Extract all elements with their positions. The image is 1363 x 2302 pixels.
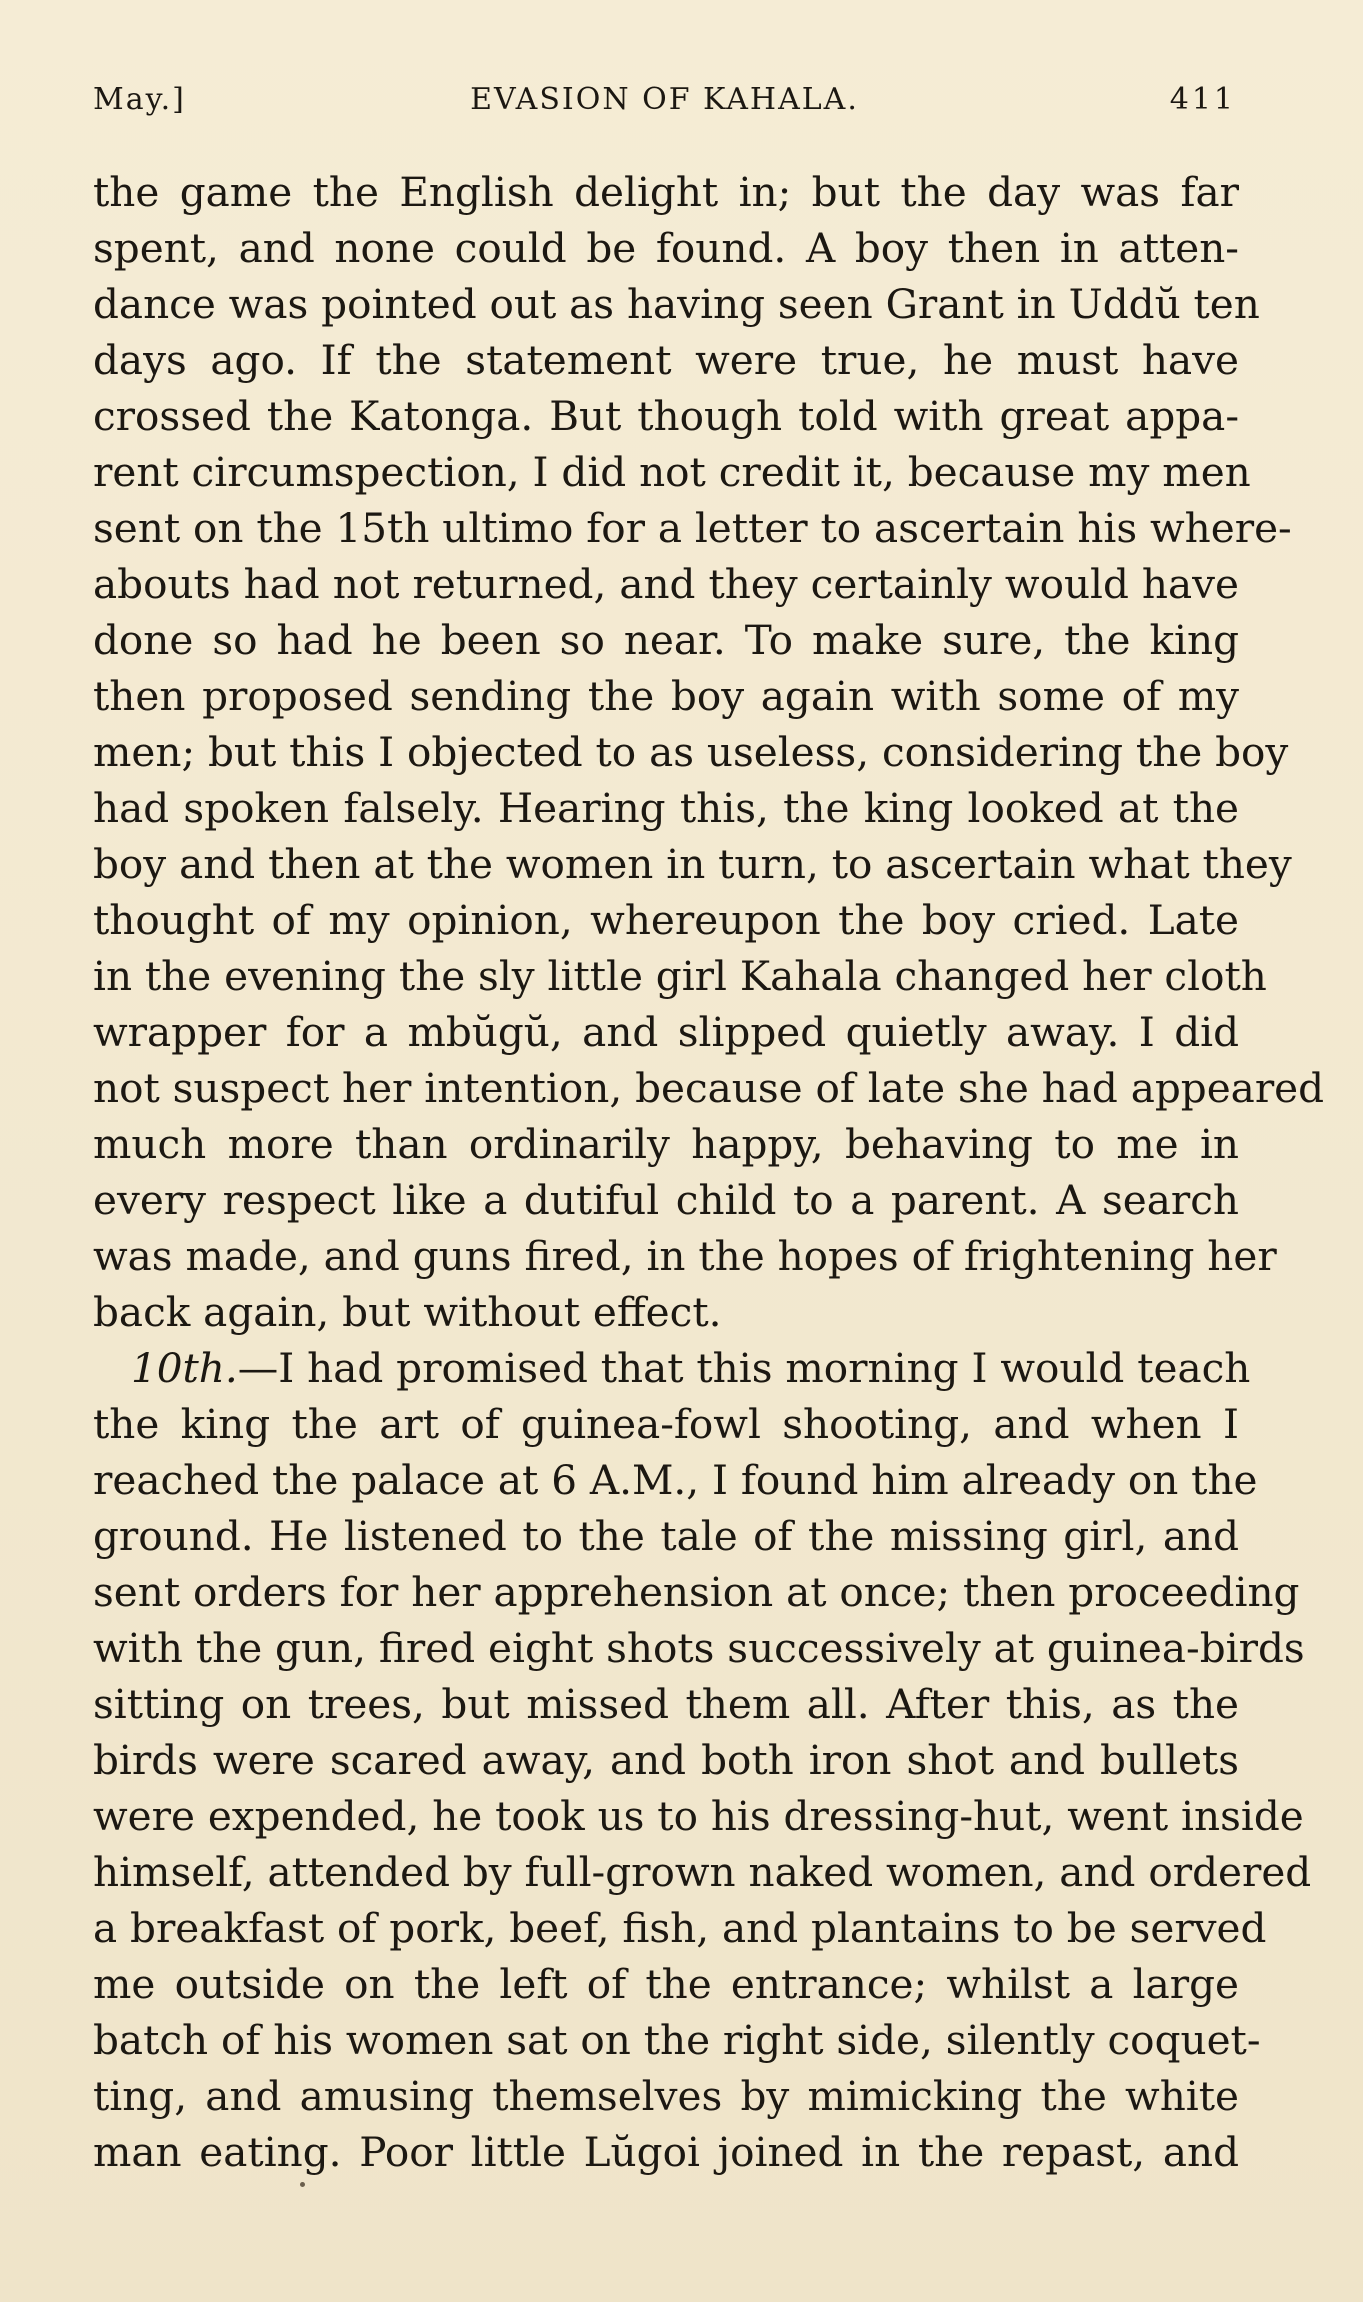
text-line: himself, attended by full-grown naked women, and ordered — [93, 1848, 1312, 1896]
text-line: then proposed sending the boy again with some of my — [93, 672, 1239, 720]
text-line: sitting on trees, but missed them all. After this, as the — [93, 1680, 1239, 1728]
month-label: May.] — [93, 82, 186, 117]
text-line: man eating. Poor little Lŭgoi joined in the repast, and — [93, 2128, 1239, 2176]
text-line: every respect like a dutiful child to a parent. A search — [93, 1176, 1239, 1224]
text-line: sent orders for her apprehension at once; then proceeding — [93, 1568, 1300, 1616]
text-line: me outside on the left of the entrance; whilst a large — [93, 1960, 1239, 2008]
text-line: in the evening the sly little girl Kahala changed her cloth — [93, 952, 1267, 1000]
paragraph-end-line: back again, but without effect. — [93, 1288, 722, 1336]
text-line: abouts had not returned, and they certainly would have — [93, 560, 1239, 608]
text-line: with the gun, fired eight shots successively at guinea-birds — [93, 1624, 1305, 1672]
text-line: spent, and none could be found. A boy then in atten- — [93, 224, 1239, 272]
text-line: ground. He listened to the tale of the missing girl, and — [93, 1512, 1239, 1560]
text-line: sent on the 15th ultimo for a letter to ascertain his where- — [93, 504, 1292, 552]
entry-first-line-text: —I had promised that this morning I would teach — [237, 1344, 1251, 1392]
text-line: a breakfast of pork, beef, fish, and plantains to be served — [93, 1904, 1267, 1952]
text-line: dance was pointed out as having seen Grant in Uddŭ ten — [93, 280, 1260, 328]
text-line: much more than ordinarily happy, behaving to me in — [93, 1120, 1239, 1168]
body-text — [93, 164, 1325, 2180]
text-line: the game the English delight in; but the day was far — [93, 168, 1239, 216]
text-line: batch of his women sat on the right side, silently coquet- — [93, 2016, 1261, 2064]
page-number: 411 — [1169, 82, 1236, 117]
text-line: were expended, he took us to his dressing-hut, went inside — [93, 1792, 1304, 1840]
text-line: crossed the Katonga. But though told with great appa- — [93, 392, 1239, 440]
text-line: not suspect her intention, because of late she had appeared — [93, 1064, 1325, 1112]
ink-speck — [300, 2182, 305, 2187]
text-line: men; but this I objected to as useless, considering the boy — [93, 728, 1289, 776]
entry-first-line — [93, 1340, 1251, 1396]
text-line: done so had he been so near. To make sure, the king — [93, 616, 1239, 664]
running-head — [93, 75, 1236, 125]
text-line: boy and then at the women in turn, to ascertain what they — [93, 840, 1292, 888]
text-line: reached the palace at 6 A.M., I found him already on the — [93, 1456, 1258, 1504]
text-line: ting, and amusing themselves by mimicking the white — [93, 2072, 1239, 2120]
text-line: birds were scared away, and both iron shot and bullets — [93, 1736, 1239, 1784]
text-line: wrapper for a mbŭgŭ, and slipped quietly away. I did — [93, 1008, 1239, 1056]
text-line: thought of my opinion, whereupon the boy cried. Late — [93, 896, 1239, 944]
text-line: rent circumspection, I did not credit it, because my men — [93, 448, 1251, 496]
entry-date: 10th. — [131, 1344, 238, 1392]
text-line: the king the art of guinea-fowl shooting, and when I — [93, 1400, 1239, 1448]
text-line: had spoken falsely. Hearing this, the king looked at the — [93, 784, 1239, 832]
text-line: days ago. If the statement were true, he must have — [93, 336, 1239, 384]
page-heading: EVASION OF KAHALA. — [470, 82, 859, 117]
text-line: was made, and guns fired, in the hopes of frightening her — [93, 1232, 1277, 1280]
